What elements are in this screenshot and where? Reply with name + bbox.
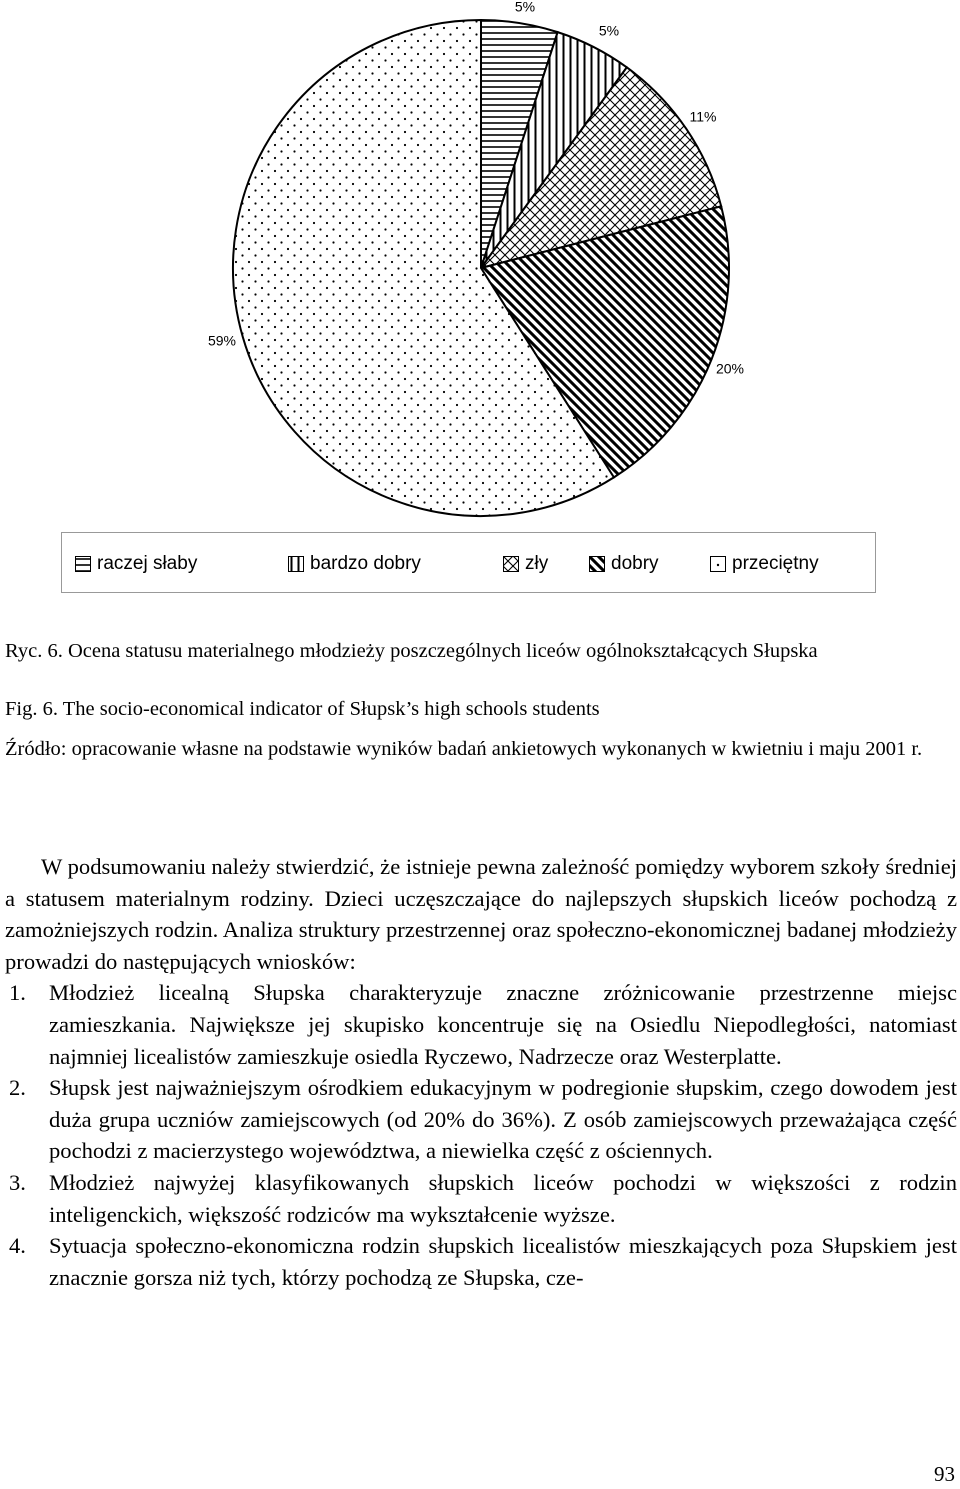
chart-legend [61,532,876,593]
list-text: Młodzież licealną Słupska charakteryzuje znaczne zróżnicowanie przestrzenne miejsc zamieszkania. Największe jej skupisko koncentruje się na Osiedlu Niepodległości, natomiast najmniej licealistów zamieszkuje osiedla Ryczewo, Nadrzecze oraz Westerplatte. [49,980,957,1069]
legend-label: zły [525,553,549,574]
list-item [5,1072,957,1167]
list-text: Młodzież najwyżej klasyfikowanych słupskich liceów pochodzi w większości z rodzin inteligenckich, większość rodziców ma wykształcenie wyższe. [49,1169,957,1227]
pie-data-label: 59% [207,332,237,349]
legend-item-przecietny [710,553,819,575]
legend-swatch-hlines [75,556,91,572]
list-text: Słupsk jest najważniejszym ośrodkiem edukacyjnym w podregionie słupskim, czego dowodem jest duża grupa uczniów zamiejscowych (od 20% do 36%). Z osób zamiejscowych przeważająca część pochodzi z macierzystego województwa, a niewielka część z ościennych. [49,1075,957,1164]
legend-item-bardzo-dobry [288,553,421,575]
list-number: 2. [9,1075,26,1101]
figure-caption-pl: Ryc. 6. Ocena statusu materialnego młodzieży poszczególnych liceów ogólnokształcących Słupska [5,640,818,662]
list-item [5,1230,957,1293]
legend-item-raczej-slaby [75,553,197,575]
list-number: 4. [9,1233,26,1259]
pie-data-label: 5% [514,0,536,15]
page-number: 93 [934,1462,955,1486]
list-text: Sytuacja społeczno-ekonomiczna rodzin słupskich licealistów mieszkających poza Słupskiem jest znacznie gorsza niż tych, którzy pochodzą ze Słupska, cze- [49,1233,957,1290]
list-item [5,977,957,1072]
legend-item-zly [503,553,548,575]
figure-source: Źródło: opracowanie własne na podstawie wyników badań ankietowych wykonanych w kwietniu i maju 2001 r. [5,738,923,760]
legend-swatch-crosshatch [503,556,519,572]
legend-label: dobry [611,553,659,574]
summary-paragraph: W podsumowaniu należy stwierdzić, że istnieje pewna zależność pomiędzy wyborem szkoły średniej a statusem materialnym rodziny. Dzieci uczęszczające do najlepszych słupskich liceów pochodzą z zamożniejszych rodzin. Analiza struktury przestrzennej oraz społeczno-ekonomicznej badanej młodzieży prowadzi do następujących wniosków: [5,854,957,974]
pie-data-label: 11% [689,108,717,125]
legend-swatch-vlines [288,556,304,572]
legend-swatch-dots [710,556,726,572]
list-number: 1. [9,980,26,1006]
pie-data-label: 5% [598,22,620,39]
legend-label: przeciętny [732,553,819,574]
legend-label: raczej słaby [97,553,198,574]
legend-label: bardzo dobry [310,553,421,574]
figure-caption-en: Fig. 6. The socio-economical indicator of Słupsk’s high schools students [5,698,600,720]
legend-item-dobry [589,553,659,575]
list-item [5,1167,957,1230]
pie-data-label: 20% [715,360,745,377]
body-text [5,851,957,1293]
legend-swatch-diag [589,556,605,572]
conclusions-list [5,977,957,1293]
list-number: 3. [9,1169,26,1195]
pie-chart [0,0,960,530]
